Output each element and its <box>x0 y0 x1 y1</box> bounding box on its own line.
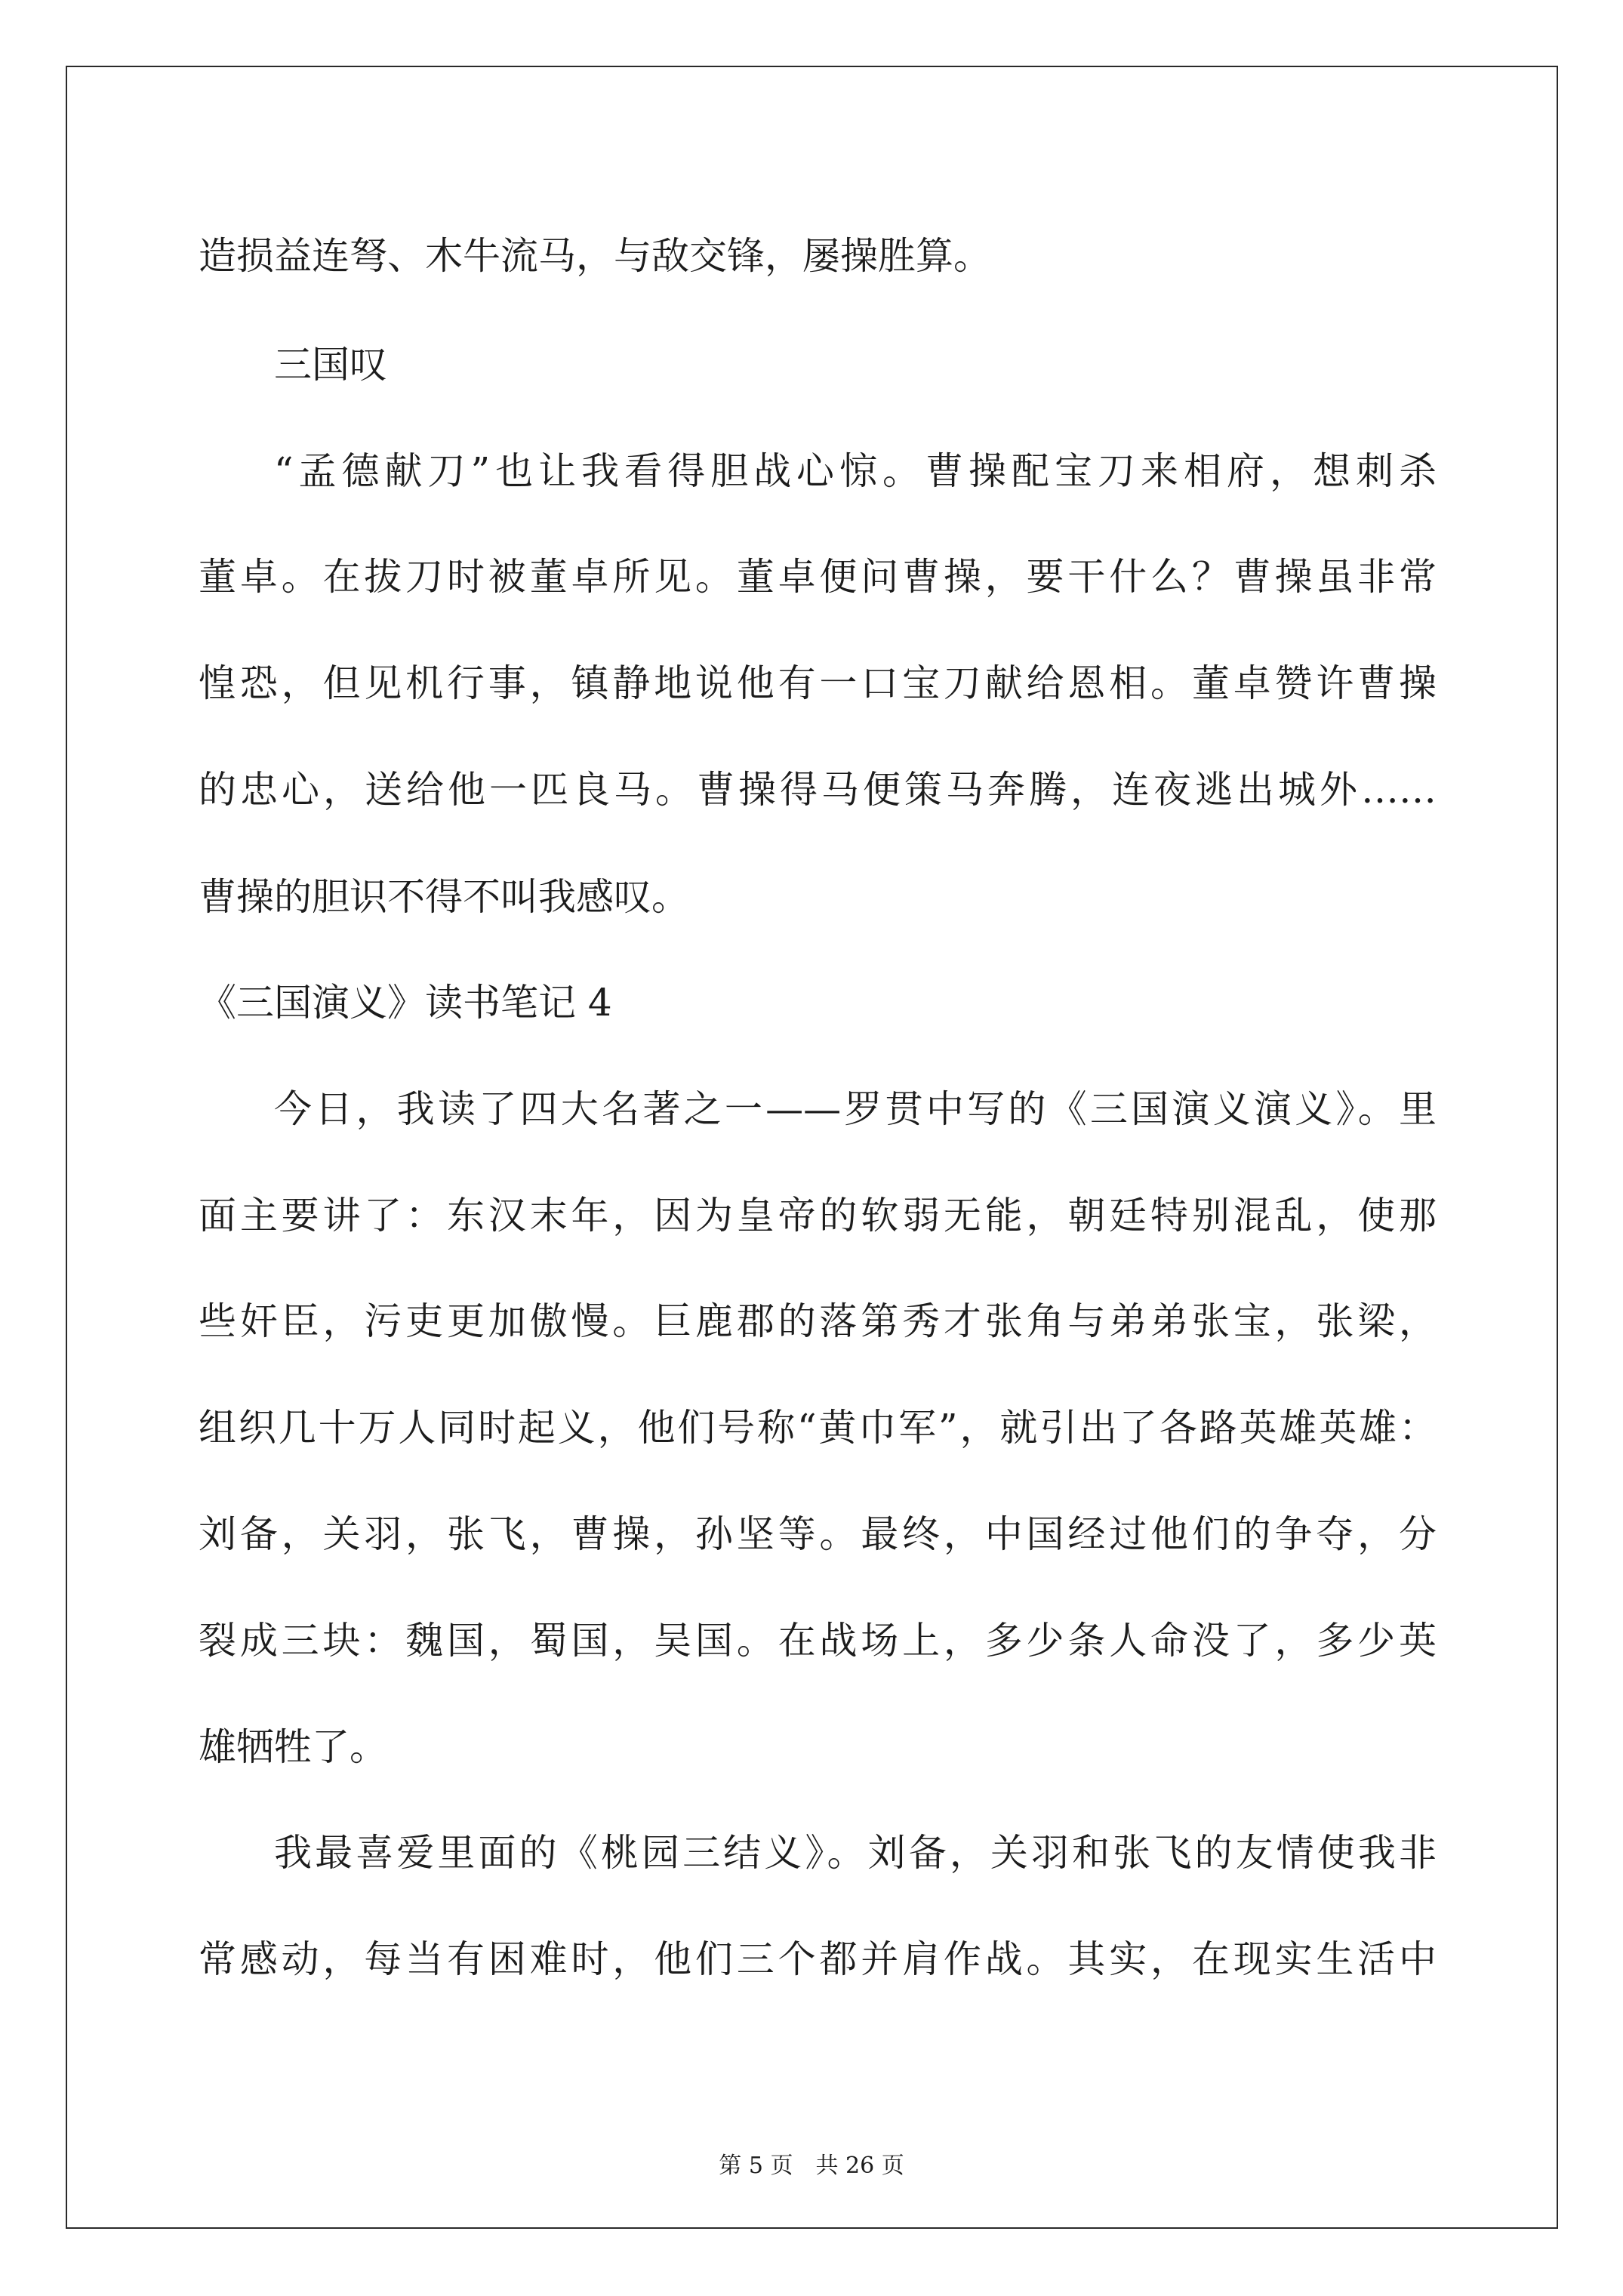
text-line: 刘备，关羽，张飞，曹操，孙坚等。最终，中国经过他们的争夺，分 <box>199 1512 1437 1556</box>
page-border <box>66 66 1558 2229</box>
text-line: 些奸臣，污吏更加傲慢。巨鹿郡的落第秀才张角与弟弟张宝，张梁， <box>199 1299 1437 1343</box>
section-heading: 三国叹 <box>274 343 387 387</box>
text-line: 曹操的胆识不得不叫我感叹。 <box>199 875 689 919</box>
text-line: 惶恐，但见机行事，镇静地说他有一口宝刀献给恩相。董卓赞许曹操 <box>199 661 1437 705</box>
text-line: 今日，我读了四大名著之一——罗贯中写的《三国演义演义》。里 <box>274 1087 1437 1131</box>
text-line: 的忠心，送给他一匹良马。曹操得马便策马奔腾，连夜逃出城外…… <box>199 768 1437 812</box>
section-title: 《三国演义》读书笔记 4 <box>199 981 612 1025</box>
text-line: 董卓。在拔刀时被董卓所见。董卓便问曹操，要干什么？曹操虽非常 <box>199 555 1437 599</box>
text-line: “孟德献刀”也让我看得胆战心惊。曹操配宝刀来相府，想刺杀 <box>274 449 1437 493</box>
page-number: 第 5 页 共 26 页 <box>719 2153 904 2179</box>
text-line: 面主要讲了：东汉末年，因为皇帝的软弱无能，朝廷特别混乱，使那 <box>199 1194 1437 1237</box>
text-line: 我最喜爱里面的《桃园三结义》。刘备，关羽和张飞的友情使我非 <box>274 1831 1437 1875</box>
text-line: 裂成三块：魏国，蜀国，吴国。在战场上，多少条人命没了，多少英 <box>199 1619 1437 1663</box>
text-line: 组织几十万人同时起义，他们号称“黄巾军”，就引出了各路英雄英雄： <box>199 1406 1437 1450</box>
page-footer <box>0 2147 1623 2180</box>
text-line: 造损益连弩、木牛流马，与敌交锋，屡操胜算。 <box>199 234 991 278</box>
text-line: 常感动，每当有困难时，他们三个都并肩作战。其实，在现实生活中 <box>199 1937 1437 1981</box>
text-line: 雄牺牲了。 <box>199 1725 387 1769</box>
